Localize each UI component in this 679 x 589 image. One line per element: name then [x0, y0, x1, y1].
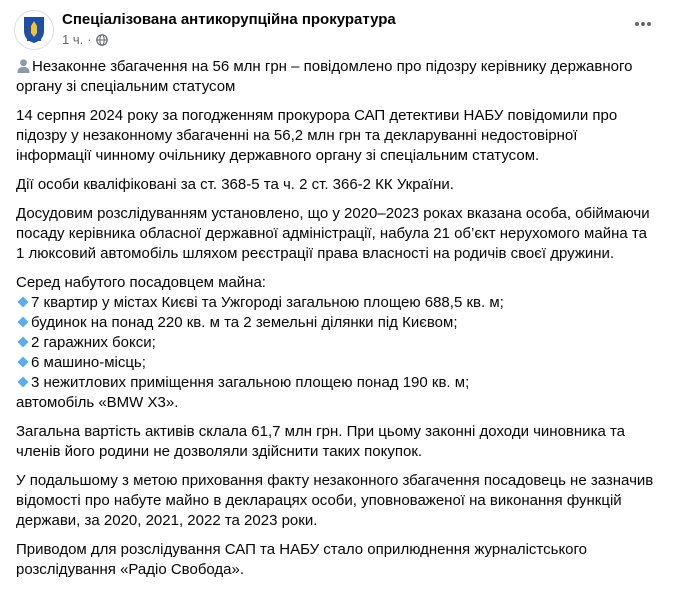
page-avatar[interactable]: [14, 10, 54, 50]
more-options-button[interactable]: [631, 12, 655, 36]
paragraph-4: Загальна вартість активів склала 61,7 млн грн. При цьому законні доходи чиновника та членів його родини не дозволяли здійснити таких покупок.: [16, 423, 626, 460]
list-item: [16, 333, 656, 353]
paragraph-5: У подальшому з метою приховання факту незаконного збагачення посадовець не зазначив відомості про набуте майно в декларацях особи, уповноваженої на виконання функцій держави, за 2020, 2021, 2022 та 2023 роки.: [16, 472, 654, 529]
list-intro: Серед набутого посадовцем майна:: [16, 274, 266, 291]
post-timestamp[interactable]: 1 ч.: [62, 32, 84, 47]
page-name[interactable]: Спеціалізована антикорупційна прокуратура: [62, 11, 396, 28]
post-meta: [62, 32, 108, 47]
more-options-icon: [634, 21, 652, 27]
list-item-text: 6 машино-місць;: [31, 354, 146, 371]
small-blue-diamond-icon: [16, 295, 30, 309]
list-item: [16, 293, 656, 313]
list-item-text: будинок на понад 220 кв. м та 2 земельні ділянки під Києвом;: [31, 314, 458, 331]
meta-separator: ·: [87, 32, 92, 47]
bust-in-silhouette-icon: [16, 58, 31, 73]
paragraph-2: Дії особи кваліфіковані за ст. 368-5 та ч. 2 ст. 366-2 КК України.: [16, 176, 454, 193]
post-header: [14, 8, 679, 52]
small-blue-diamond-icon: [16, 355, 30, 369]
paragraph-6: Приводом для розслідування САП та НАБУ стало оприлюднення журналістського розслідування «Радіо Свобода».: [16, 541, 588, 578]
post-headline: [16, 57, 656, 97]
small-blue-diamond-icon: [16, 315, 30, 329]
paragraph-3: Досудовим розслідуванням установлено, що у 2020–2023 роках вказана особа, обіймаючи посаду керівника обласної державної адміністрації, набула 21 об’єкт нерухомого майна та 1 люксовий автомобіль шляхом реєстрації права власності на родичів своєї дружини.: [16, 205, 650, 262]
small-blue-diamond-icon: [16, 335, 30, 349]
post-body: [16, 57, 656, 589]
list-item-text: 7 квартир у містах Києві та Ужгороді загальною площею 688,5 кв. м;: [31, 294, 504, 311]
sap-emblem-logo: [21, 15, 47, 45]
list-item: [16, 373, 656, 393]
list-item-text: 2 гаражних бокси;: [31, 334, 156, 351]
paragraph-1: 14 серпня 2024 року за погодженням прокурора САП детективи НАБУ повідомили про підозру у незаконному збагаченні на 56,2 млн грн та декларуванні недостовірної інформації чинному очільнику державного органу зі спеціальним статусом.: [16, 107, 618, 164]
globe-icon[interactable]: [96, 34, 108, 46]
list-item: [16, 313, 656, 333]
headline-text: Незаконне збагачення на 56 млн грн – повідомлено про підозру керівнику державного органу зі спеціальним статусом: [16, 58, 633, 95]
list-tail: автомобіль «BMW X3».: [16, 394, 179, 411]
assets-list: [16, 273, 656, 413]
small-blue-diamond-icon: [16, 375, 30, 389]
list-item: [16, 353, 656, 373]
list-item-text: 3 нежитлових приміщення загальною площею понад 190 кв. м;: [31, 374, 470, 391]
